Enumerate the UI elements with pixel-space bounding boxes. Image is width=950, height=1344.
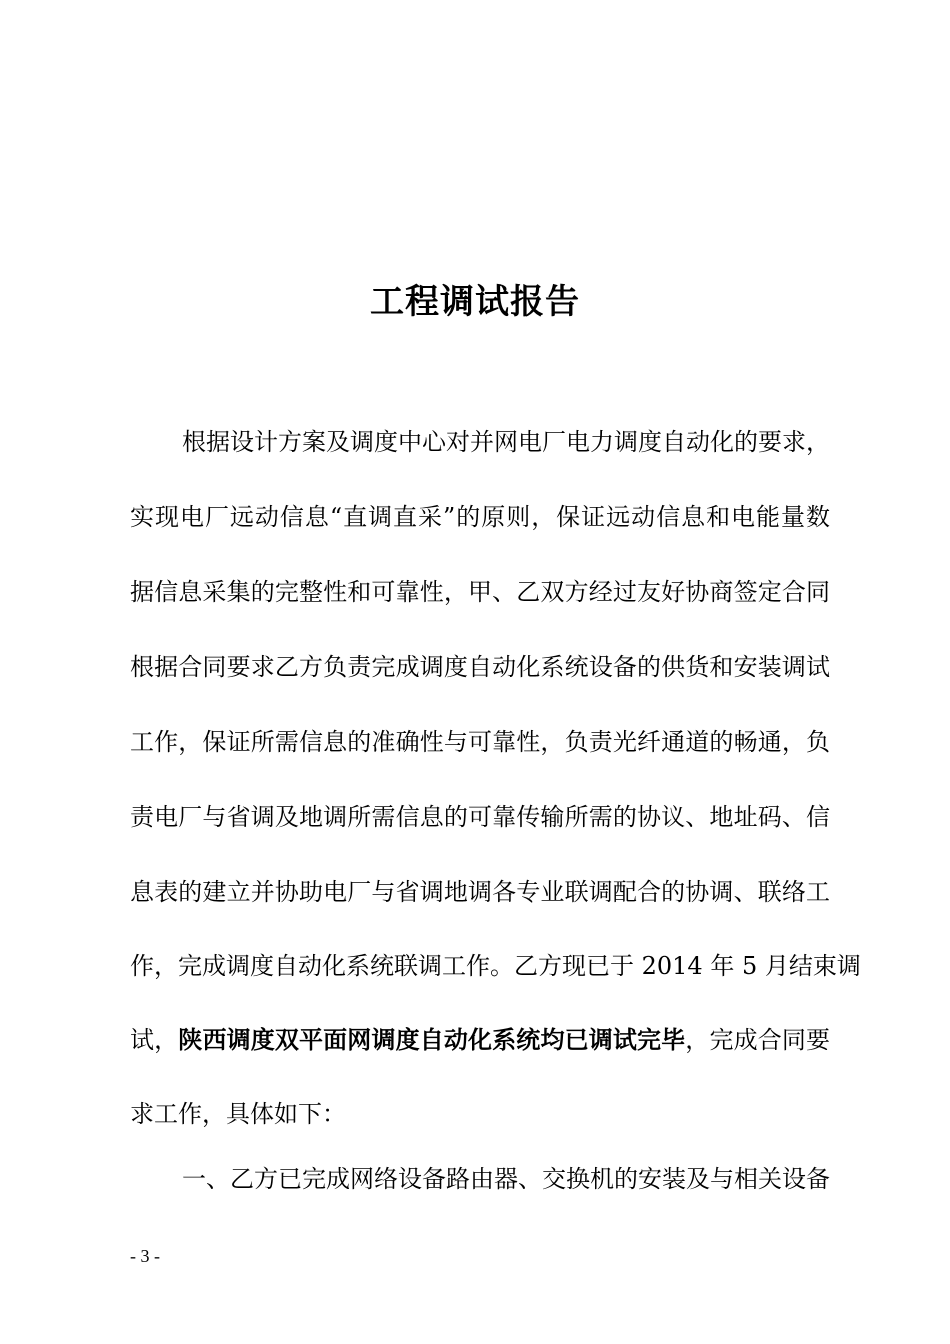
body-line-9-suffix: ，完成合同要 [685,1026,831,1054]
body-line-9-bold: 陕西调度双平面网调度自动化系统均已调试完毕 [178,1025,686,1054]
body-line-3: 据信息采集的完整性和可靠性，甲、乙双方经过友好协商签定合同 [130,578,830,606]
body-line-2: 实现电厂远动信息“直调直采”的原则，保证远动信息和电能量数 [130,503,830,531]
body-line-9-prefix: 试， [130,1026,179,1054]
body-line-10: 求工作，具体如下： [130,1100,346,1128]
body-line-5: 工作，保证所需信息的准确性与可靠性，负责光纤通道的畅通，负 [130,728,830,756]
body-line-9 [130,1022,830,1058]
body-line-7: 息表的建立并协助电厂与省调地调各专业联调配合的协调、联络工 [130,878,830,906]
body-line-1: 根据设计方案及调度中心对并网电厂电力调度自动化的要求， [182,428,830,456]
body-line-11: 一、乙方已完成网络设备路由器、交换机的安装及与相关设备 [182,1165,830,1193]
body-line-6: 责电厂与省调及地调所需信息的可靠传输所需的协议、地址码、信 [130,803,830,831]
page-number: - 3 - [130,1246,160,1266]
body-line-8: 作，完成调度自动化系统联调工作。乙方现已于 2014 年 5 月结束调 [130,952,861,980]
document-title: 工程调试报告 [370,282,580,322]
body-line-4: 根据合同要求乙方负责完成调度自动化系统设备的供货和安装调试 [130,653,830,681]
